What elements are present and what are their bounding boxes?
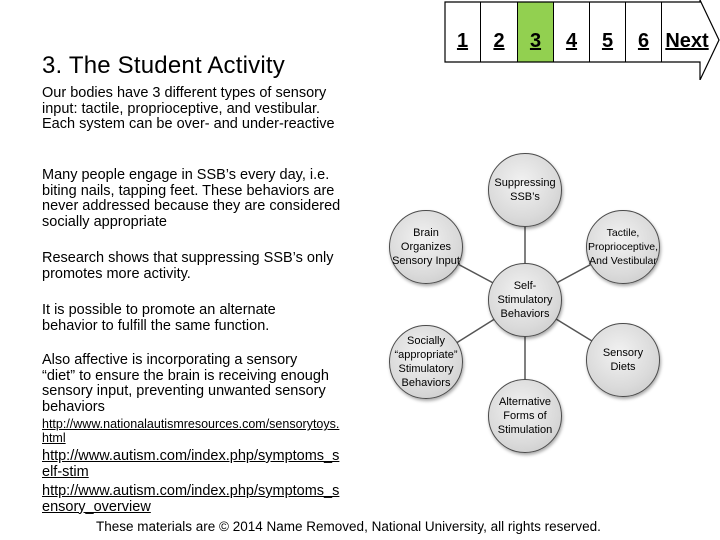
ssb-radial-diagram	[380, 150, 680, 450]
node-tactile-proprioceptive-vestibular: Tactile, Proprioceptive, And Vestibular	[586, 210, 660, 284]
nav-slide-5[interactable]: 5	[601, 30, 614, 52]
link-autism-sensory-overview[interactable]: http://www.autism.com/index.php/symptoms_sensory_overview	[42, 483, 340, 515]
link-national-autism-resources[interactable]: http://www.nationalautismresources.com/sensorytoys.html	[42, 417, 340, 445]
node-alternative-forms-of-stimulation: Alternative Forms of Stimulation	[488, 379, 562, 453]
paragraph-sensory-diet: Also affective is incorporating a sensory “diet” to ensure the brain is receiving enough sensory input, preventing unwanted sensory behaviors	[42, 352, 329, 415]
node-brain-organizes-sensory-input: Brain Organizes Sensory Input	[389, 210, 463, 284]
nav-slide-2[interactable]: 2	[493, 30, 505, 52]
node-socially-appropriate-behaviors: Socially “appropriate” Stimulatory Behaviors	[389, 325, 463, 399]
paragraph-suppressing-research: Research shows that suppressing SSB’s only promotes more activity.	[42, 250, 334, 282]
slide-title: 3. The Student Activity	[42, 52, 285, 79]
copyright-footer: These materials are © 2014 Name Removed, National University, all rights reserved.	[96, 519, 601, 534]
node-self-stimulatory-behaviors: Self-Stimulatory Behaviors	[488, 263, 562, 337]
paragraph-ssb-everyday: Many people engage in SSB’s every day, i.e. biting nails, tapping feet. These behaviors are never addressed because they are considered socially appropriate	[42, 167, 341, 230]
nav-slide-1[interactable]: 1	[456, 30, 469, 52]
nav-slide-6[interactable]: 6	[637, 30, 650, 52]
paragraph-alternate-behavior: It is possible to promote an alternate behavior to fulfill the same function.	[42, 302, 276, 334]
slide-navigation	[444, 0, 720, 80]
link-autism-self-stim[interactable]: http://www.autism.com/index.php/symptoms_self-stim	[42, 448, 340, 480]
node-suppressing-ssbs: Suppressing SSB’s	[488, 153, 562, 227]
nav-next-button[interactable]: Next	[665, 30, 709, 52]
node-sensory-diets: Sensory Diets	[586, 323, 660, 397]
nav-slide-4[interactable]: 4	[565, 30, 578, 52]
paragraph-sensory-input: Our bodies have 3 different types of sensory input: tactile, proprioceptive, and vestibular. Each system can be over- and under-reactive	[42, 85, 335, 132]
nav-slide-3[interactable]: 3	[529, 30, 542, 52]
